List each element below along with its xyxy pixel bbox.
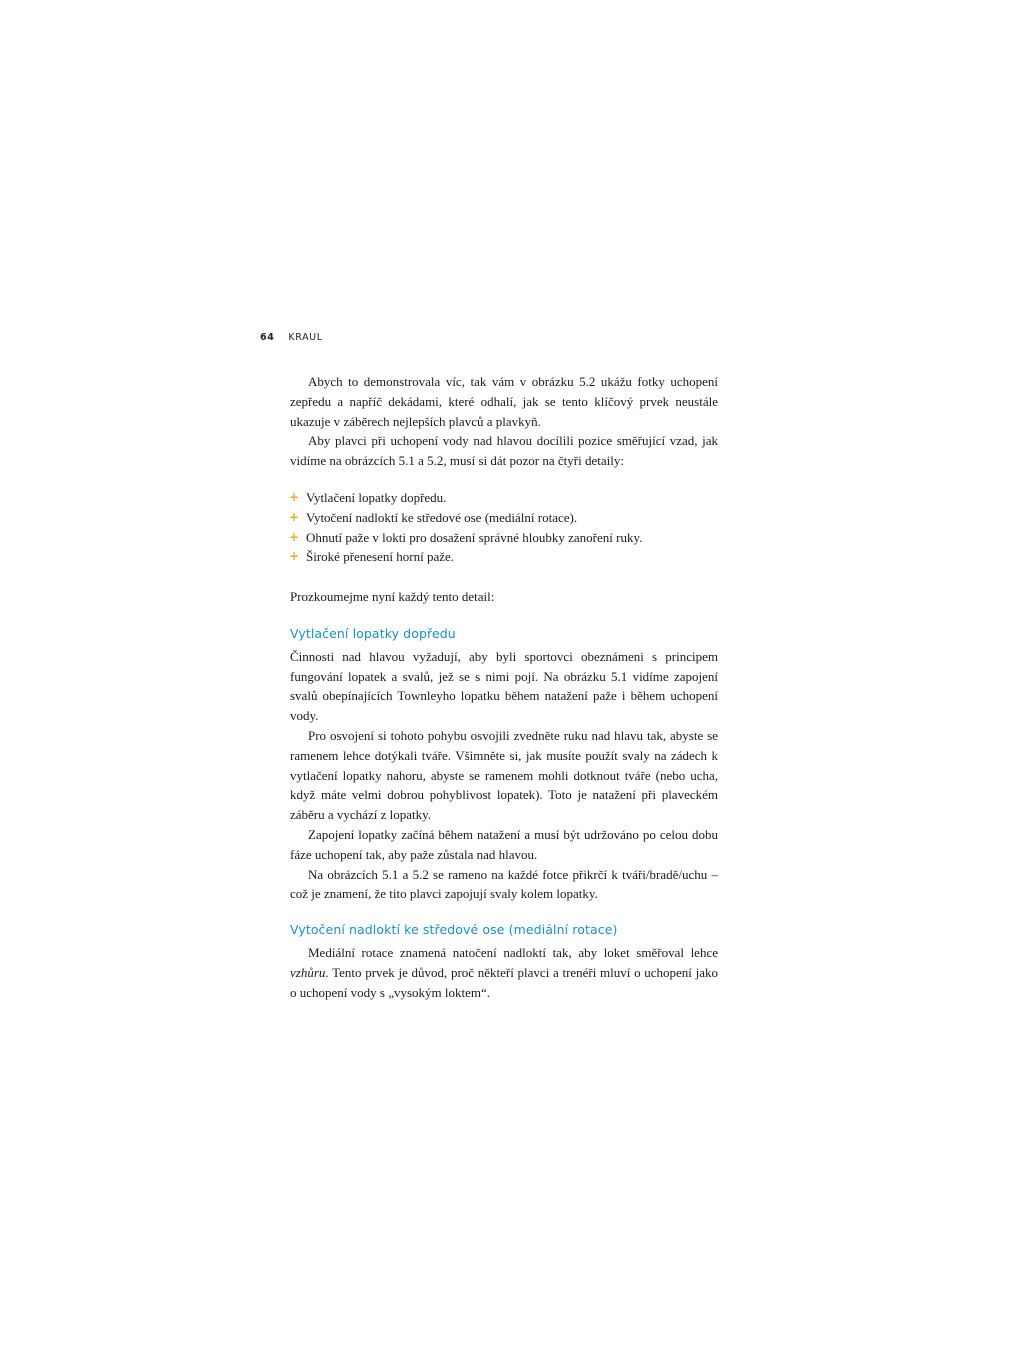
paragraph: Na obrázcích 5.1 a 5.2 se rameno na každé fotce přikrčí k tváři/bradě/uchu – což je znamení, že tito plavci zapojují svaly kolem lopatky. bbox=[290, 866, 718, 902]
list-item bbox=[289, 488, 718, 508]
paragraph: Prozkoumejme nyní každý tento detail: bbox=[290, 589, 495, 605]
paragraph: Aby plavci při uchopení vody nad hlavou docílili pozice směřující vzad, jak vidíme na obrázcích 5.1 a 5.2, musí si dát pozor na čtyři detaily: bbox=[290, 433, 718, 469]
paragraph: Abych to demonstrovala víc, tak vám v obrázku 5.2 ukážu fotky uchopení zepředu a napříč dekádami, které odhalí, jak se tento klíčový prvek neustále ukazuje v záběrech nejlepších plavců a plavkyň. bbox=[290, 374, 718, 429]
list-item-text: Vytočení nadloktí ke středové ose (mediální rotace). bbox=[306, 509, 578, 525]
list-item bbox=[289, 508, 718, 528]
bullet-list bbox=[290, 488, 718, 567]
chapter-title: KRAUL bbox=[288, 332, 323, 343]
list-item bbox=[289, 547, 718, 567]
running-head bbox=[260, 332, 323, 343]
plus-bullet-icon: + bbox=[289, 549, 300, 564]
emphasis: vzhůru bbox=[290, 964, 326, 980]
paragraph-text: . Tento prvek je důvod, proč někteří plavci a trenéři mluví o uchopení jako o uchopení vody s „vysokým loktem“. bbox=[290, 964, 718, 1000]
paragraph: Pro osvojení si tohoto pohybu osvojili zvedněte ruku nad hlavu tak, abyste se ramenem lehce dotýkali tváře. Všimněte si, jak musíte použít svaly na zádech k vytlačení lopatky nahoru, abyste se ramenem mohli dotknout tváře (nebo ucha, když máte velmi dobrou pohyblivost lopatek). Toto je natažení při plaveckém záběru a vychází z lopatky. bbox=[290, 727, 718, 823]
paragraph bbox=[290, 943, 718, 1002]
plus-bullet-icon: + bbox=[289, 529, 300, 544]
list-item-text: Široké přenesení horní paže. bbox=[306, 549, 455, 565]
paragraph-text: Mediální rotace znamená natočení nadloktí tak, aby loket směřoval lehce bbox=[308, 944, 718, 960]
list-item bbox=[289, 528, 718, 548]
paragraph: Činnosti nad hlavou vyžadují, aby byli sportovci obeznámeni s principem fungování lopatek a svalů, jež se s nimi pojí. Na obrázku 5.1 vidíme zapojení svalů obepínajících Townleyho lopatku během natažení paže i během uchopení vody. bbox=[290, 648, 718, 724]
plus-bullet-icon: + bbox=[289, 509, 300, 524]
page-number: 64 bbox=[260, 332, 275, 343]
paragraph: Zapojení lopatky začíná během natažení a musí být udržováno po celou dobu fáze uchopení tak, aby paže zůstala nad hlavou. bbox=[290, 826, 718, 862]
list-item-text: Ohnutí paže v lokti pro dosažení správné hloubky zanoření ruky. bbox=[306, 529, 643, 545]
plus-bullet-icon: + bbox=[289, 489, 300, 504]
list-item-text: Vytlačení lopatky dopředu. bbox=[306, 489, 447, 505]
section-heading: Vytlačení lopatky dopředu bbox=[290, 625, 456, 641]
section-heading: Vytočení nadloktí ke středové ose (mediální rotace) bbox=[290, 922, 618, 938]
body-text bbox=[290, 372, 718, 1002]
